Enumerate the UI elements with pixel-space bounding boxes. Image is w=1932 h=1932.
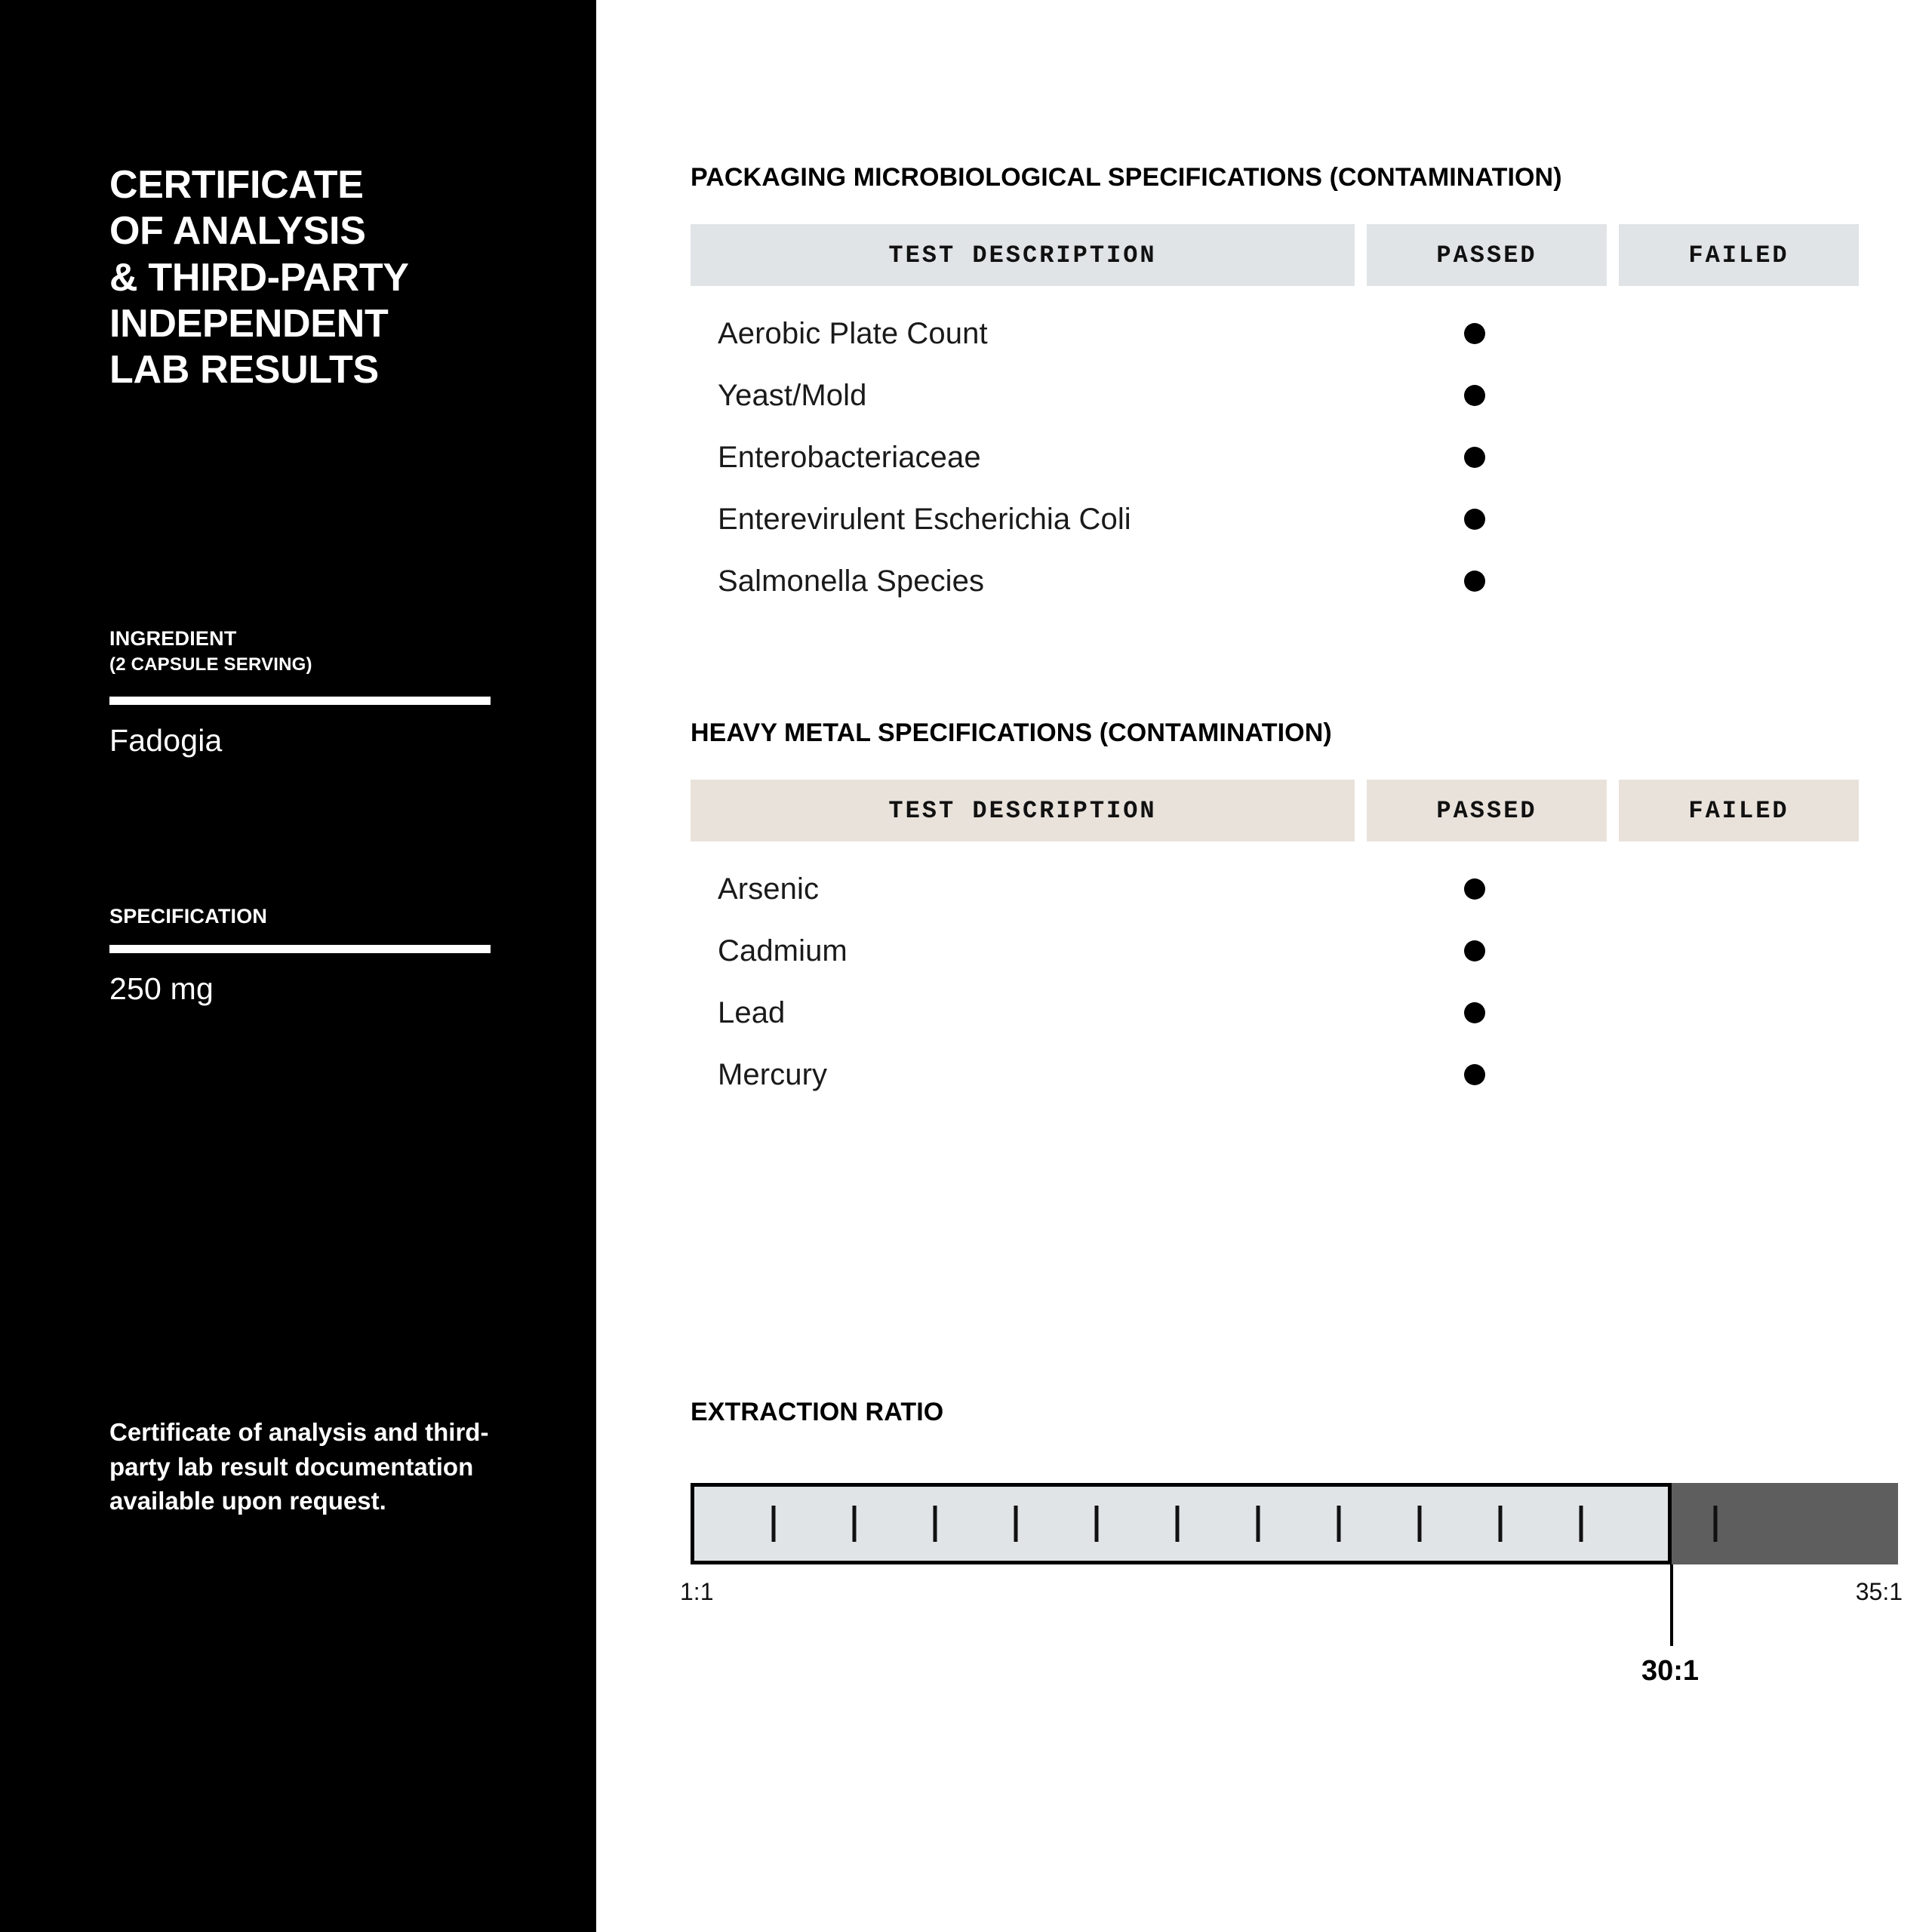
table-row <box>691 982 1898 1044</box>
axis-label-min: 1:1 <box>680 1578 714 1605</box>
table-row <box>691 303 1898 365</box>
filled-dot-icon <box>1464 447 1485 468</box>
table-row <box>691 858 1898 920</box>
table-row <box>691 488 1898 550</box>
ratio-tick <box>934 1506 937 1542</box>
page-title-line-3: & THIRD-PARTY <box>109 255 409 300</box>
microbiological-table-header <box>691 224 1898 286</box>
microbiological-section-title: PACKAGING MICROBIOLOGICAL SPECIFICATIONS (CONTAMINATION) <box>691 163 1562 192</box>
sidebar-footnote: Certificate of analysis and third-party lab result documentation available upon request. <box>109 1418 489 1515</box>
ingredient-label: INGREDIENT <box>109 627 237 650</box>
passed-marker <box>1355 878 1595 900</box>
test-name: Salmonella Species <box>718 564 985 598</box>
passed-marker <box>1355 571 1595 592</box>
specification-divider <box>109 945 491 953</box>
axis-label-max: 35:1 <box>1855 1578 1903 1605</box>
heavy-metal-table-body <box>691 858 1898 1106</box>
extraction-ratio-filled-segment <box>691 1483 1672 1564</box>
column-header-failed: FAILED <box>1619 224 1859 286</box>
filled-dot-icon <box>1464 323 1485 344</box>
table-row <box>691 426 1898 488</box>
passed-marker <box>1355 323 1595 344</box>
filled-dot-icon <box>1464 571 1485 592</box>
column-header-test-description: TEST DESCRIPTION <box>691 224 1355 286</box>
filled-dot-icon <box>1464 1064 1485 1085</box>
filled-dot-icon <box>1464 940 1485 961</box>
page-title <box>109 162 562 394</box>
ingredient-block <box>109 625 494 758</box>
column-header-failed: FAILED <box>1619 780 1859 841</box>
heavy-metal-table-header <box>691 780 1898 841</box>
table-row <box>691 920 1898 982</box>
specification-block <box>109 903 494 1007</box>
microbiological-table-body <box>691 303 1898 612</box>
microbiological-section <box>691 163 1898 612</box>
specification-label: SPECIFICATION <box>109 905 268 928</box>
ratio-tick <box>1418 1506 1422 1542</box>
passed-marker <box>1355 1064 1595 1085</box>
heavy-metal-table <box>691 780 1898 1106</box>
table-row <box>691 1044 1898 1106</box>
ratio-tick <box>772 1506 776 1542</box>
microbiological-table <box>691 224 1898 612</box>
sidebar <box>0 0 596 1932</box>
ratio-tick <box>1714 1506 1718 1542</box>
filled-dot-icon <box>1464 878 1485 900</box>
passed-marker <box>1355 447 1595 468</box>
ratio-tick <box>1176 1506 1180 1542</box>
extraction-ratio-remainder-segment <box>1672 1483 1898 1564</box>
ratio-tick <box>1580 1506 1583 1542</box>
test-name: Arsenic <box>718 872 820 906</box>
extraction-ratio-section <box>680 1398 1903 1687</box>
ratio-tick <box>1095 1506 1099 1542</box>
ingredient-divider <box>109 697 491 705</box>
extraction-ratio-bar <box>691 1483 1898 1564</box>
extraction-ratio-chart <box>680 1483 1903 1687</box>
test-name: Enterevirulent Escherichia Coli <box>718 502 1131 536</box>
ingredient-value: Fadogia <box>109 723 223 758</box>
table-row <box>691 550 1898 612</box>
ratio-tick <box>1257 1506 1260 1542</box>
test-name: Mercury <box>718 1057 828 1091</box>
heavy-metal-section <box>691 718 1898 1106</box>
test-name: Yeast/Mold <box>718 378 867 412</box>
page-title-line-5: LAB RESULTS <box>109 348 379 392</box>
passed-marker <box>1355 385 1595 406</box>
main-content <box>596 0 1932 1932</box>
ingredient-serving-label: (2 CAPSULE SERVING) <box>109 654 312 675</box>
page-title-line-2: OF ANALYSIS <box>109 209 366 254</box>
heavy-metal-section-title: HEAVY METAL SPECIFICATIONS (CONTAMINATION) <box>691 718 1332 747</box>
page-title-line-4: INDEPENDENT <box>109 302 389 346</box>
ratio-tick <box>1014 1506 1018 1542</box>
extraction-ratio-axis-labels <box>680 1578 1903 1626</box>
extraction-ratio-section-title: EXTRACTION RATIO <box>691 1398 944 1426</box>
filled-dot-icon <box>1464 1002 1485 1023</box>
table-row <box>691 365 1898 426</box>
passed-marker <box>1355 940 1595 961</box>
ratio-tick <box>1499 1506 1503 1542</box>
extraction-ratio-value-label: 30:1 <box>1641 1655 1700 1687</box>
ratio-tick <box>1337 1506 1341 1542</box>
ratio-tick <box>853 1506 857 1542</box>
column-header-test-description: TEST DESCRIPTION <box>691 780 1355 841</box>
test-name: Enterobacteriaceae <box>718 440 981 474</box>
filled-dot-icon <box>1464 509 1485 530</box>
passed-marker <box>1355 1002 1595 1023</box>
passed-marker <box>1355 509 1595 530</box>
page-title-line-1: CERTIFICATE <box>109 163 364 207</box>
column-header-passed: PASSED <box>1367 224 1607 286</box>
test-name: Lead <box>718 995 786 1029</box>
filled-dot-icon <box>1464 385 1485 406</box>
column-header-passed: PASSED <box>1367 780 1607 841</box>
test-name: Cadmium <box>718 934 848 968</box>
specification-value: 250 mg <box>109 971 214 1007</box>
test-name: Aerobic Plate Count <box>718 316 988 350</box>
